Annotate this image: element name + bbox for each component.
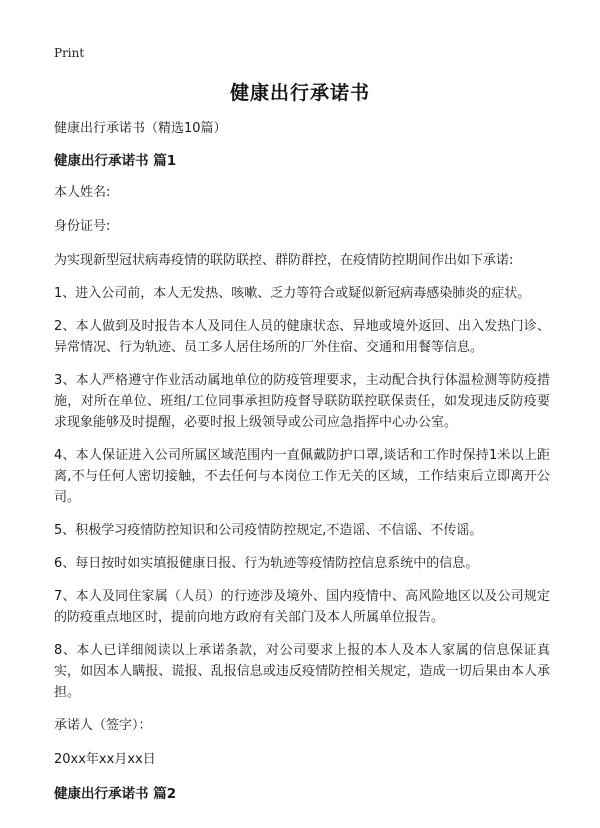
document-subtitle: 健康出行承诺书（精选10篇） [54, 121, 227, 136]
commitment-item-5: 5、积极学习疫情防控知识和公司疫情防控规定,不造谣、不信谣、不传谣。 [54, 523, 483, 538]
id-field-label: 身份证号: [54, 219, 111, 234]
commitment-item-1: 1、进入公司前，本人无发热、咳嗽、乏力等符合或疑似新冠病毒感染肺炎的症状。 [54, 286, 531, 301]
commitment-item-2: 2、本人做到及时报告本人及同住人员的健康状态、异地或境外返回、出入发热门诊、异常情况、行为轨迹、员工多人居住场所的厂外住宿、交通和用餐等信息。 [54, 319, 550, 355]
section-heading-2: 健康出行承诺书 篇2 [54, 786, 177, 802]
commitment-item-7: 7、本人及同住家属（人员）的行迹涉及境外、国内疫情中、高风险地区以及公司规定的防疫重点地区时，提前向地方政府有关部门及本人所属单位报告。 [54, 589, 550, 625]
document-body [54, 118, 550, 815]
signer-label: 承诺人（签字）： [54, 718, 152, 733]
section-heading-1: 健康出行承诺书 篇1 [54, 153, 177, 169]
print-link[interactable]: Print [54, 46, 85, 60]
commitment-item-3: 3、本人严格遵守作业活动属地单位的防疫管理要求，主动配合执行体温检测等防疫措施，对所在单位、班组/工位同事承担防疫督导联防联控联保责任，如发现违反防疫要求现象能够及时提醒，必要时报上级领导或公司应急指挥中心办公室。 [54, 373, 550, 430]
commitment-intro: 为实现新型冠状病毒疫情的联防联控、群防群控，在疫情防控期间作出如下承诺: [54, 253, 514, 268]
commitment-item-8: 8、本人已详细阅读以上承诺条款，对公司要求上报的本人及本人家属的信息保证真实，如因本人瞒报、谎报、乱报信息或违反疫情防控相关规定，造成一切后果由本人承担。 [54, 643, 550, 700]
commitment-item-6: 6、每日按时如实填报健康日报、行为轨迹等疫情防控信息系统中的信息。 [54, 556, 479, 571]
date-line: 20xx年xx月xx日 [54, 752, 156, 767]
name-field-label: 本人姓名: [54, 185, 111, 200]
commitment-item-4: 4、本人保证进入公司所属区域范围内一直佩戴防护口罩,谈话和工作时保持1米以上距离,不与任何人密切接触，不去任何与本岗位工作无关的区域，工作结束后立即离开公司。 [54, 448, 550, 505]
document-title: 健康出行承诺书 [229, 82, 370, 104]
